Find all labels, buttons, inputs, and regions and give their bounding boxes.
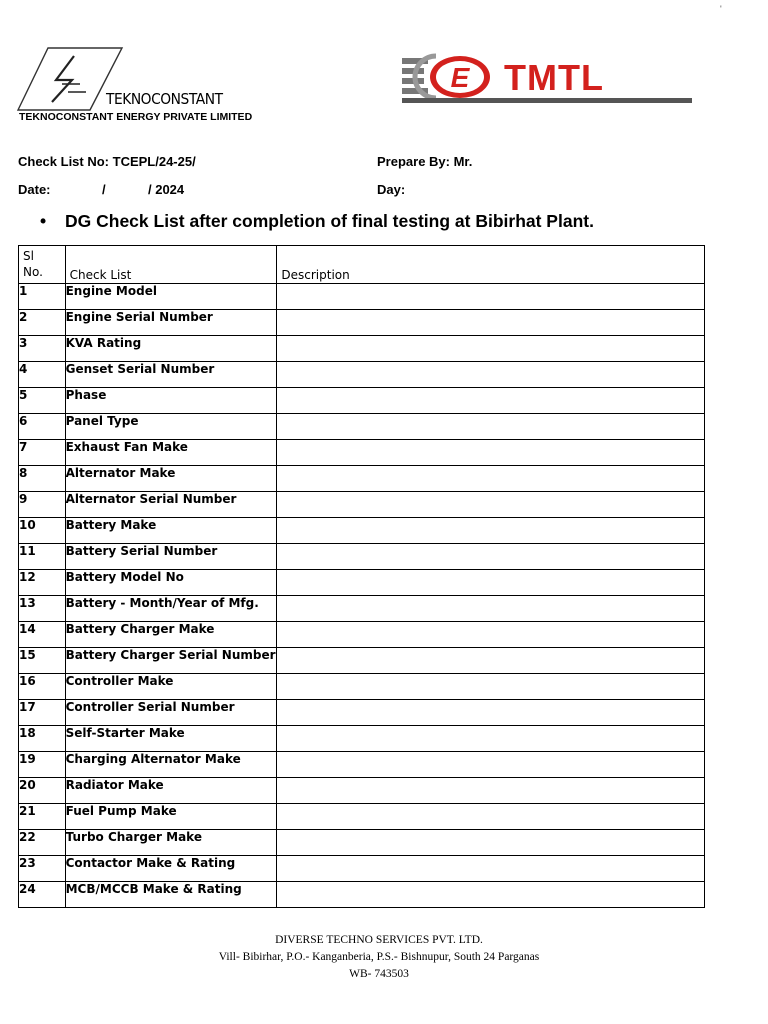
header-description: Description	[277, 246, 705, 284]
table-row	[19, 778, 705, 804]
table-row	[19, 492, 705, 518]
footer-pin: WB- 743503	[349, 968, 409, 980]
corner-mark: '	[720, 4, 722, 14]
date-slash: /	[102, 182, 106, 197]
row-description-field[interactable]	[277, 856, 705, 882]
row-number: 10	[19, 518, 66, 544]
row-check-item: Battery Serial Number	[65, 544, 277, 570]
table-row	[19, 440, 705, 466]
checklist-table	[18, 245, 705, 908]
table-row	[19, 804, 705, 830]
row-description-field[interactable]	[277, 726, 705, 752]
table-row	[19, 284, 705, 310]
row-number: 14	[19, 622, 66, 648]
row-number: 17	[19, 700, 66, 726]
bullet-icon: •	[40, 211, 47, 231]
row-number: 2	[19, 310, 66, 336]
row-check-item: Battery Charger Make	[65, 622, 277, 648]
row-check-item: Contactor Make & Rating	[65, 856, 277, 882]
row-check-item: Phase	[65, 388, 277, 414]
footer-company: DIVERSE TECHNO SERVICES PVT. LTD.	[275, 934, 483, 946]
row-description-field[interactable]	[277, 570, 705, 596]
tmtl-underline	[402, 98, 692, 103]
row-number: 19	[19, 752, 66, 778]
row-number: 4	[19, 362, 66, 388]
row-description-field[interactable]	[277, 492, 705, 518]
row-description-field[interactable]	[277, 284, 705, 310]
row-number: 1	[19, 284, 66, 310]
table-row	[19, 388, 705, 414]
row-number: 12	[19, 570, 66, 596]
row-check-item: Charging Alternator Make	[65, 752, 277, 778]
table-row	[19, 596, 705, 622]
row-check-item: Exhaust Fan Make	[65, 440, 277, 466]
table-row	[19, 882, 705, 908]
row-number: 18	[19, 726, 66, 752]
row-number: 9	[19, 492, 66, 518]
row-check-item: Self-Starter Make	[65, 726, 277, 752]
row-description-field[interactable]	[277, 596, 705, 622]
row-description-field[interactable]	[277, 414, 705, 440]
tmtl-emblem-letter: E	[450, 62, 470, 93]
check-list-no: Check List No: TCEPL/24-25/	[18, 154, 196, 169]
table-row	[19, 700, 705, 726]
table-row	[19, 648, 705, 674]
row-description-field[interactable]	[277, 440, 705, 466]
document-title	[40, 211, 594, 232]
row-description-field[interactable]	[277, 544, 705, 570]
table-row	[19, 726, 705, 752]
row-description-field[interactable]	[277, 882, 705, 908]
row-number: 22	[19, 830, 66, 856]
row-check-item: KVA Rating	[65, 336, 277, 362]
row-description-field[interactable]	[277, 518, 705, 544]
row-number: 23	[19, 856, 66, 882]
row-check-item: Fuel Pump Make	[65, 804, 277, 830]
row-description-field[interactable]	[277, 804, 705, 830]
table-row	[19, 518, 705, 544]
table-row	[19, 856, 705, 882]
table-row	[19, 362, 705, 388]
row-description-field[interactable]	[277, 622, 705, 648]
row-check-item: Panel Type	[65, 414, 277, 440]
row-check-item: Engine Serial Number	[65, 310, 277, 336]
row-description-field[interactable]	[277, 700, 705, 726]
prepare-by: Prepare By: Mr.	[377, 154, 473, 169]
row-number: 11	[19, 544, 66, 570]
table-row	[19, 674, 705, 700]
header-sl-no	[19, 246, 66, 284]
title-text: DG Check List after completion of final testing at Bibirhat Plant.	[65, 211, 594, 231]
company-name: TEKNOCONSTANT ENERGY PRIVATE LIMITED	[19, 111, 253, 123]
row-description-field[interactable]	[277, 830, 705, 856]
date-year: / 2024	[148, 182, 185, 197]
row-check-item: Genset Serial Number	[65, 362, 277, 388]
tmtl-logo	[402, 52, 694, 108]
table-row	[19, 622, 705, 648]
date-label: Date:	[18, 182, 51, 197]
row-description-field[interactable]	[277, 466, 705, 492]
row-check-item: Alternator Serial Number	[65, 492, 277, 518]
table-row	[19, 466, 705, 492]
row-check-item: Engine Model	[65, 284, 277, 310]
table-header-row	[19, 246, 705, 284]
day-label: Day:	[377, 182, 406, 197]
row-description-field[interactable]	[277, 674, 705, 700]
table-row	[19, 570, 705, 596]
table-row	[19, 752, 705, 778]
row-check-item: Battery Charger Serial Number	[65, 648, 277, 674]
tmtl-wordmark: TMTL	[504, 57, 604, 98]
table-row	[19, 414, 705, 440]
row-check-item: Battery Model No	[65, 570, 277, 596]
row-description-field[interactable]	[277, 778, 705, 804]
table-row	[19, 544, 705, 570]
row-number: 6	[19, 414, 66, 440]
header-sl-line2: No.	[23, 265, 43, 279]
row-description-field[interactable]	[277, 336, 705, 362]
row-description-field[interactable]	[277, 752, 705, 778]
row-number: 7	[19, 440, 66, 466]
row-number: 13	[19, 596, 66, 622]
table-row	[19, 310, 705, 336]
row-check-item: MCB/MCCB Make & Rating	[65, 882, 277, 908]
header-check-list: Check List	[65, 246, 277, 284]
tmtl-emblem-icon	[402, 52, 502, 102]
row-description-field[interactable]	[277, 362, 705, 388]
row-number: 5	[19, 388, 66, 414]
row-number: 8	[19, 466, 66, 492]
row-description-field[interactable]	[277, 648, 705, 674]
row-description-field[interactable]	[277, 388, 705, 414]
row-check-item: Controller Make	[65, 674, 277, 700]
footer-address: Vill- Bibirhar, P.O.- Kanganberia, P.S.- Bishnupur, South 24 Parganas	[218, 951, 540, 963]
row-check-item: Controller Serial Number	[65, 700, 277, 726]
header-sl-line1: Sl	[23, 249, 34, 263]
row-check-item: Alternator Make	[65, 466, 277, 492]
teknoconstant-wordmark: TEKNOCONSTANT	[106, 90, 223, 108]
table-row	[19, 830, 705, 856]
row-number: 20	[19, 778, 66, 804]
row-number: 15	[19, 648, 66, 674]
row-description-field[interactable]	[277, 310, 705, 336]
row-check-item: Battery - Month/Year of Mfg.	[65, 596, 277, 622]
row-number: 16	[19, 674, 66, 700]
row-number: 24	[19, 882, 66, 908]
row-check-item: Turbo Charger Make	[65, 830, 277, 856]
row-number: 3	[19, 336, 66, 362]
row-check-item: Radiator Make	[65, 778, 277, 804]
row-number: 21	[19, 804, 66, 830]
table-row	[19, 336, 705, 362]
row-check-item: Battery Make	[65, 518, 277, 544]
